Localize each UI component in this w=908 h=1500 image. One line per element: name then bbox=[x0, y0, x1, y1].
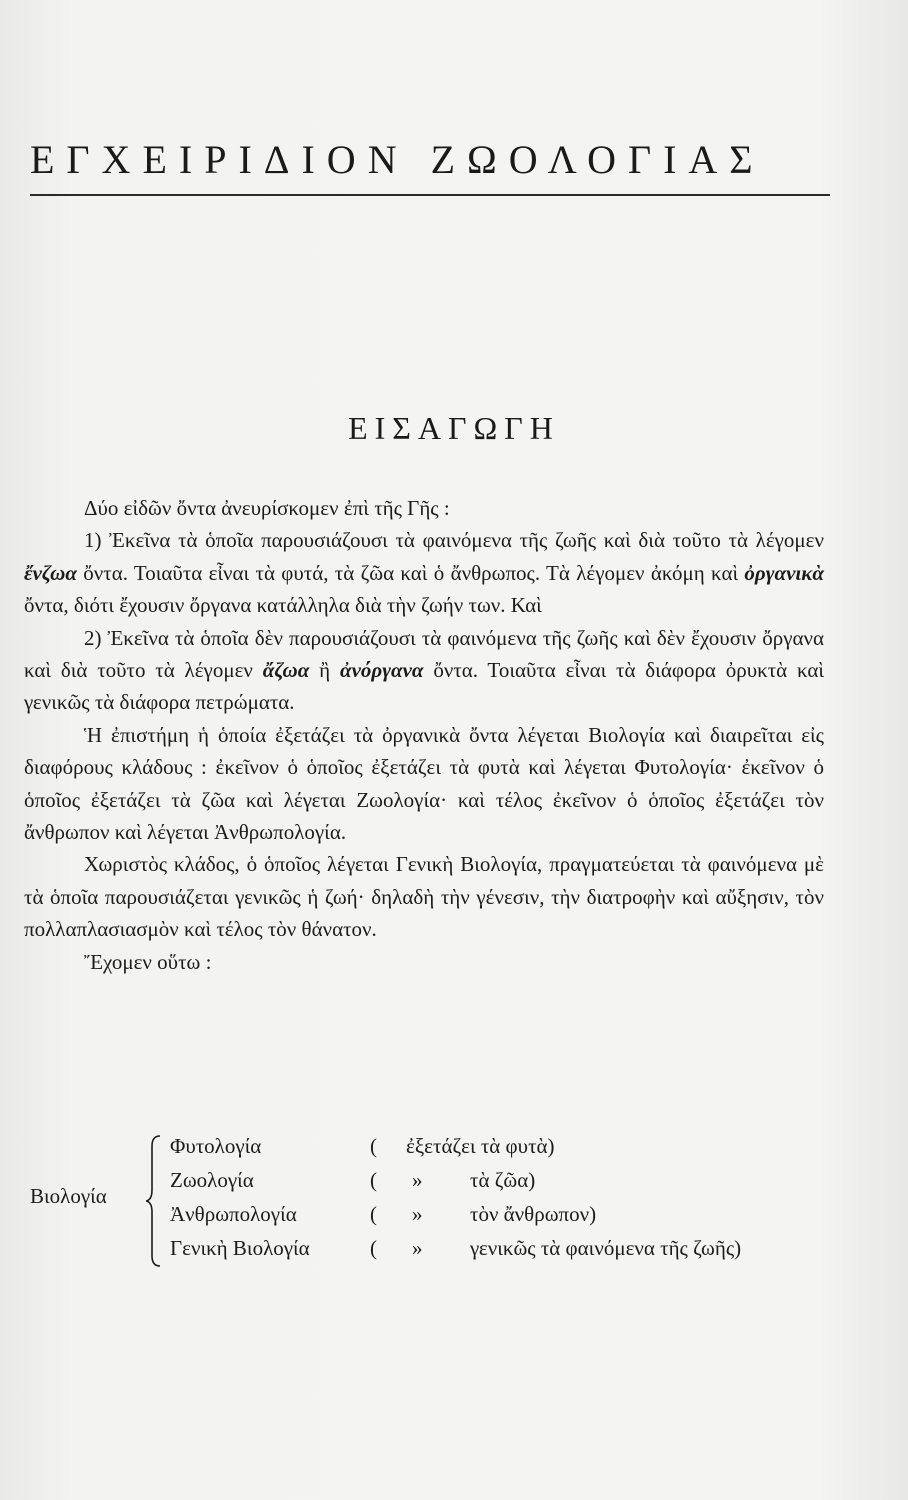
paragraph-inorganic bbox=[24, 622, 824, 719]
book-title: ΕΓΧΕΙΡΙΔΙΟΝ ΖΩΟΛΟΓΙΑΣ bbox=[30, 137, 765, 182]
scheme-row bbox=[170, 1134, 840, 1166]
body-text bbox=[24, 492, 824, 978]
classification-scheme bbox=[30, 1132, 840, 1272]
branch-description: τὸν ἄνθρωπον) bbox=[470, 1202, 597, 1226]
title-rule bbox=[30, 194, 830, 196]
text-run: ὄντα, διότι ἔχουσιν ὄργανα κατάλληλα διὰ τὴν ζωήν των. Καὶ bbox=[24, 593, 542, 618]
branch-name: Ἀνθρωπολογία bbox=[170, 1202, 297, 1226]
open-paren: ( bbox=[370, 1236, 377, 1260]
branch-name: Γενικὴ Βιολογία bbox=[170, 1236, 310, 1260]
text-run: 1) Ἐκεῖνα τὰ ὁποῖα παρουσιάζουσι τὰ φαινόμενα τῆς ζωῆς καὶ διὰ τοῦτο τὰ λέγομεν bbox=[84, 528, 824, 553]
emphasis-term: ἄζωα bbox=[262, 658, 310, 683]
open-paren: ( bbox=[370, 1202, 377, 1226]
brace-icon bbox=[146, 1134, 166, 1268]
paragraph-biology: Ἡ ἐπιστήμη ἡ ὁποία ἐξετάζει τὰ ὀργανικὰ ὄντα λέγεται Βιολογία καὶ διαιρεῖται εἰς διαφόρους κλάδους : ἐκεῖνον ὁ ὁποῖος ἐξετάζει τὰ φυτὰ καὶ λέγεται Φυτολογία· ἐκεῖνον ὁ ὁποῖος ἐξετάζει τὰ ζῶα καὶ λέγεται Ζωολογία· καὶ τέλος ἐκεῖνον ὁ ὁποῖος ἐξετάζει τὸν ἄνθρωπον καὶ λέγεται Ἀνθρωπολογία. bbox=[24, 722, 824, 845]
text-run: ὄντα. Τοιαῦτα εἶναι τὰ φυτά, τὰ ζῶα καὶ ὁ ἄνθρωπος. Τὰ λέγομεν ἀκόμη καὶ bbox=[76, 560, 745, 585]
open-paren: ( bbox=[370, 1134, 377, 1158]
paragraph-intro: Δύο εἰδῶν ὄντα ἀνευρίσκομεν ἐπὶ τῆς Γῆς : bbox=[84, 496, 450, 520]
ditto-mark: » bbox=[412, 1168, 423, 1192]
branch-description: γενικῶς τὰ φαινόμενα τῆς ζωῆς) bbox=[470, 1236, 742, 1260]
section-heading: ΕΙΣΑΓΩΓΗ bbox=[348, 410, 560, 446]
text-run: ἢ bbox=[309, 658, 340, 683]
text-run: ὄντα. Τοιαῦτα εἶναι τὰ διάφορα ὀρυκτὰ καὶ γενικῶς τὰ διάφορα πετρώματα. bbox=[24, 658, 825, 715]
paragraph-summary-intro: Ἔχομεν οὕτω : bbox=[84, 949, 212, 974]
scheme-row bbox=[170, 1202, 840, 1234]
scheme-row bbox=[170, 1168, 840, 1200]
branch-name: Ζωολογία bbox=[170, 1168, 254, 1192]
ditto-mark: » bbox=[412, 1202, 423, 1226]
open-paren: ( bbox=[370, 1168, 377, 1192]
branch-description: τὰ ζῶα) bbox=[470, 1168, 536, 1192]
paragraph-general-biology: Χωριστὸς κλάδος, ὁ ὁποῖος λέγεται Γενικὴ Βιολογία, πραγματεύεται τὰ φαινόμενα μὲ τὰ ὁποῖα παρουσιάζεται γενικῶς ἡ ζωή· δηλαδὴ τὴν γένεσιν, τὴν διατροφὴν καὶ αὔξησιν, τὸν πολλαπλασιασμὸν καὶ τέλος τὸν θάνατον. bbox=[24, 852, 824, 942]
ditto-mark: » bbox=[412, 1236, 423, 1260]
text-run: 2) Ἐκεῖνα τὰ ὁποῖα δὲν παρουσιάζουσι τὰ φαινόμενα τῆς ζωῆς καὶ δὲν ἔχουσιν ὄργανα καὶ διὰ τοῦτο τὰ λέγομεν bbox=[24, 625, 824, 683]
scheme-row bbox=[170, 1236, 840, 1268]
branch-name: Φυτολογία bbox=[170, 1134, 262, 1158]
scheme-label: Βιολογία bbox=[30, 1184, 107, 1208]
branch-description: ἐξετάζει τὰ φυτὰ) bbox=[406, 1134, 555, 1158]
emphasis-term: ἀνόργανα bbox=[339, 658, 424, 683]
paragraph-organic bbox=[24, 524, 824, 621]
emphasis-term: ὀργανικὰ bbox=[744, 560, 824, 585]
emphasis-term: ἔνζωα bbox=[24, 560, 77, 585]
